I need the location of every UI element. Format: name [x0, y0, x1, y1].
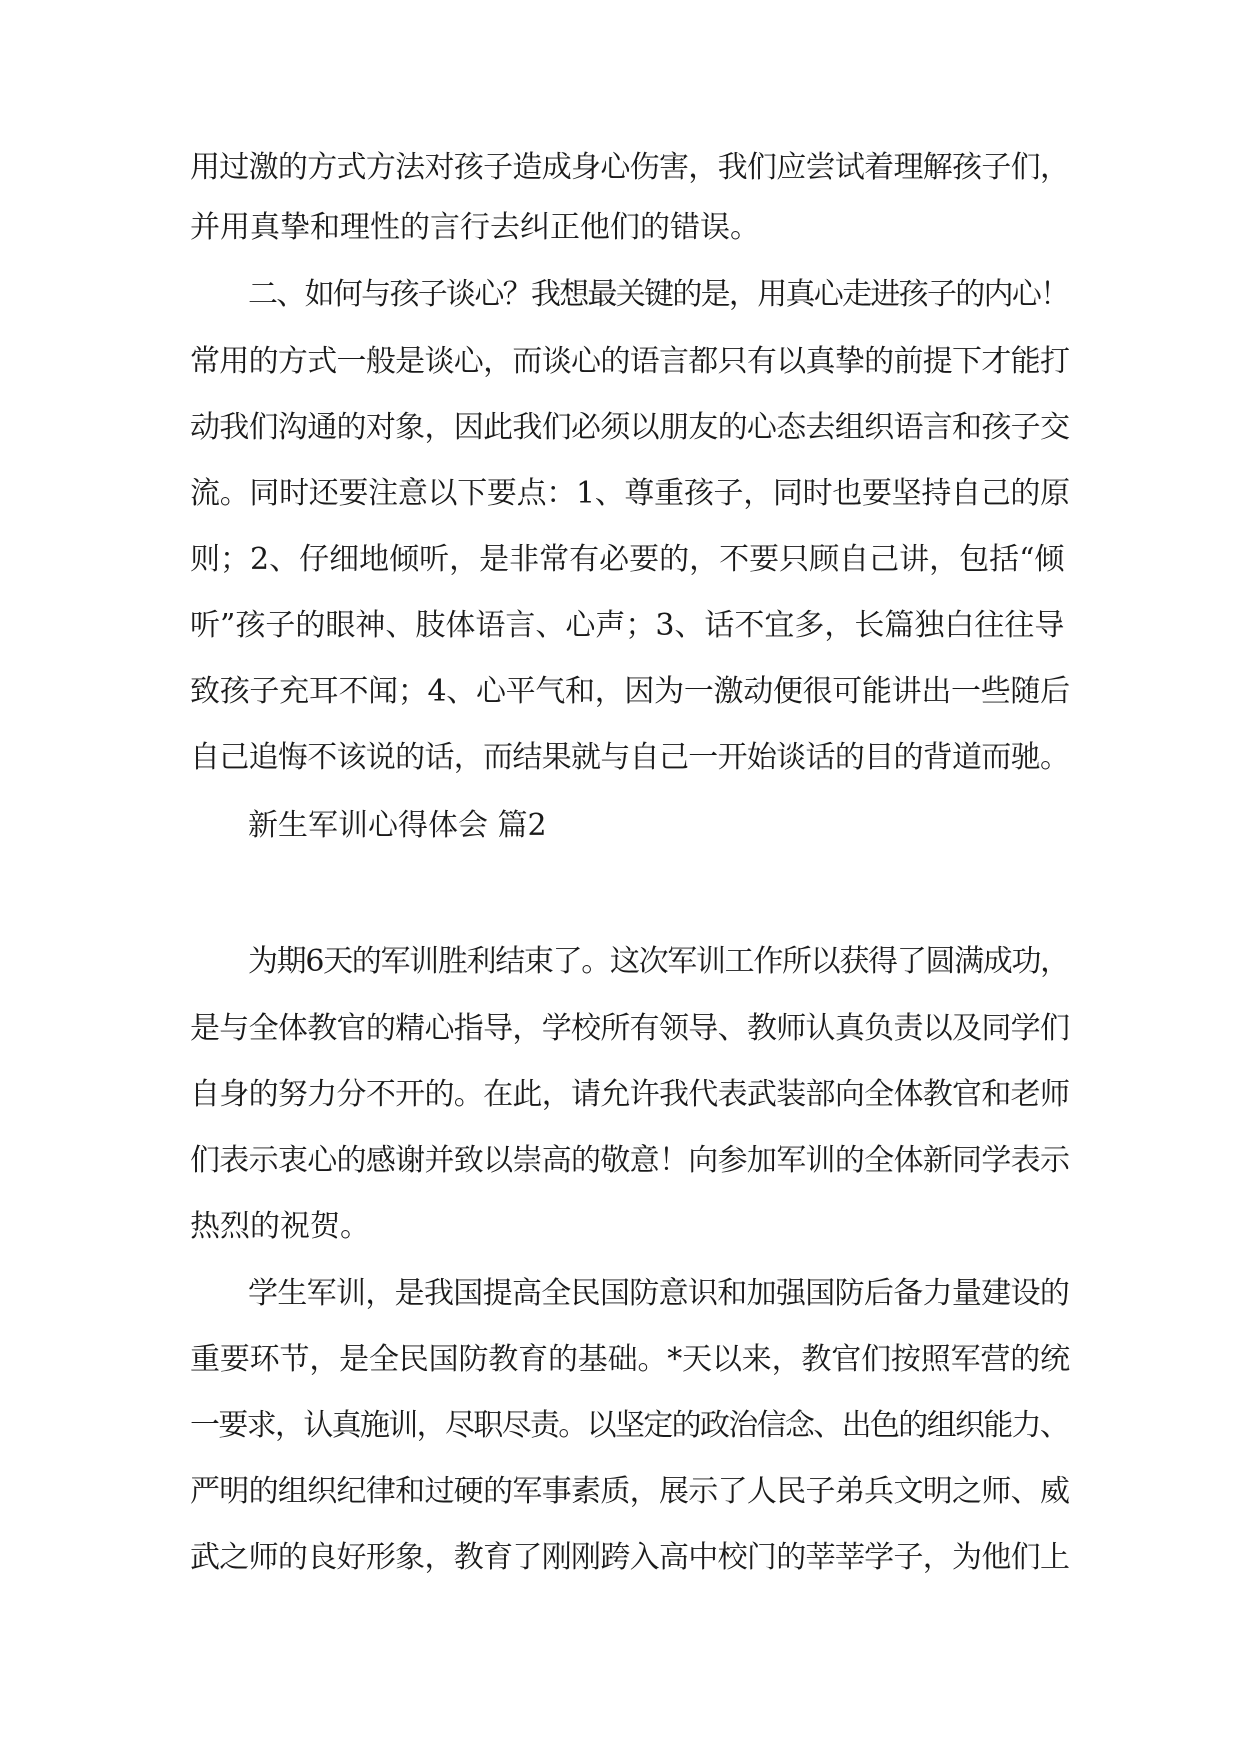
section-title: 新生军训心得体会 篇2 — [248, 808, 547, 843]
text-line: 是与全体教官的精心指导，学校所有领导、教师认真负责以及同学们 — [190, 1011, 1070, 1046]
text-line: 自己追悔不该说的话，而结果就与自己一开始谈话的目的背道而驰。 — [190, 740, 1070, 775]
text-line: 武之师的良好形象，教育了刚刚跨入高中校门的莘莘学子，为他们上 — [190, 1540, 1070, 1575]
text-line: 听”孩子的眼神、肢体语言、心声；3、话不宜多，长篇独白往往导 — [190, 608, 1065, 643]
text-line: 则；2、仔细地倾听，是非常有必要的，不要只顾自己讲，包括“倾 — [190, 542, 1065, 577]
text-line: 严明的组织纪律和过硬的军事素质，展示了人民子弟兵文明之师、威 — [190, 1474, 1070, 1509]
text-line: 学生军训，是我国提高全民国防意识和加强国防后备力量建设的 — [248, 1276, 1070, 1311]
text-line: 自身的努力分不开的。在此，请允许我代表武装部向全体教官和老师 — [190, 1077, 1070, 1112]
text-line: 为期6天的军训胜利结束了。这次军训工作所以获得了圆满成功， — [248, 944, 1069, 979]
text-line: 致孩子充耳不闻；4、心平气和，因为一激动便很可能讲出一些随后 — [190, 674, 1070, 709]
paragraph-heading: 二、如何与孩子谈心？我想最关键的是，用真心走进孩子的内心！ — [248, 277, 1069, 312]
text-line: 并用真挚和理性的言行去纠正他们的错误。 — [190, 210, 760, 245]
text-line: 用过激的方式方法对孩子造成身心伤害，我们应尝试着理解孩子们， — [190, 150, 1070, 185]
text-line: 重要环节，是全民国防教育的基础。*天以来，教官们按照军营的统 — [190, 1342, 1070, 1377]
text-line: 们表示衷心的感谢并致以崇高的敬意！向参加军训的全体新同学表示 — [190, 1143, 1070, 1178]
text-line: 常用的方式一般是谈心，而谈心的语言都只有以真挚的前提下才能打 — [190, 344, 1070, 379]
text-line: 流。同时还要注意以下要点：1、尊重孩子，同时也要坚持自己的原 — [190, 476, 1070, 511]
text-line: 一要求，认真施训，尽职尽责。以坚定的政治信念、出色的组织能力、 — [190, 1408, 1069, 1443]
text-line: 热烈的祝贺。 — [190, 1209, 370, 1244]
text-line: 动我们沟通的对象，因此我们必须以朋友的心态去组织语言和孩子交 — [190, 410, 1070, 445]
